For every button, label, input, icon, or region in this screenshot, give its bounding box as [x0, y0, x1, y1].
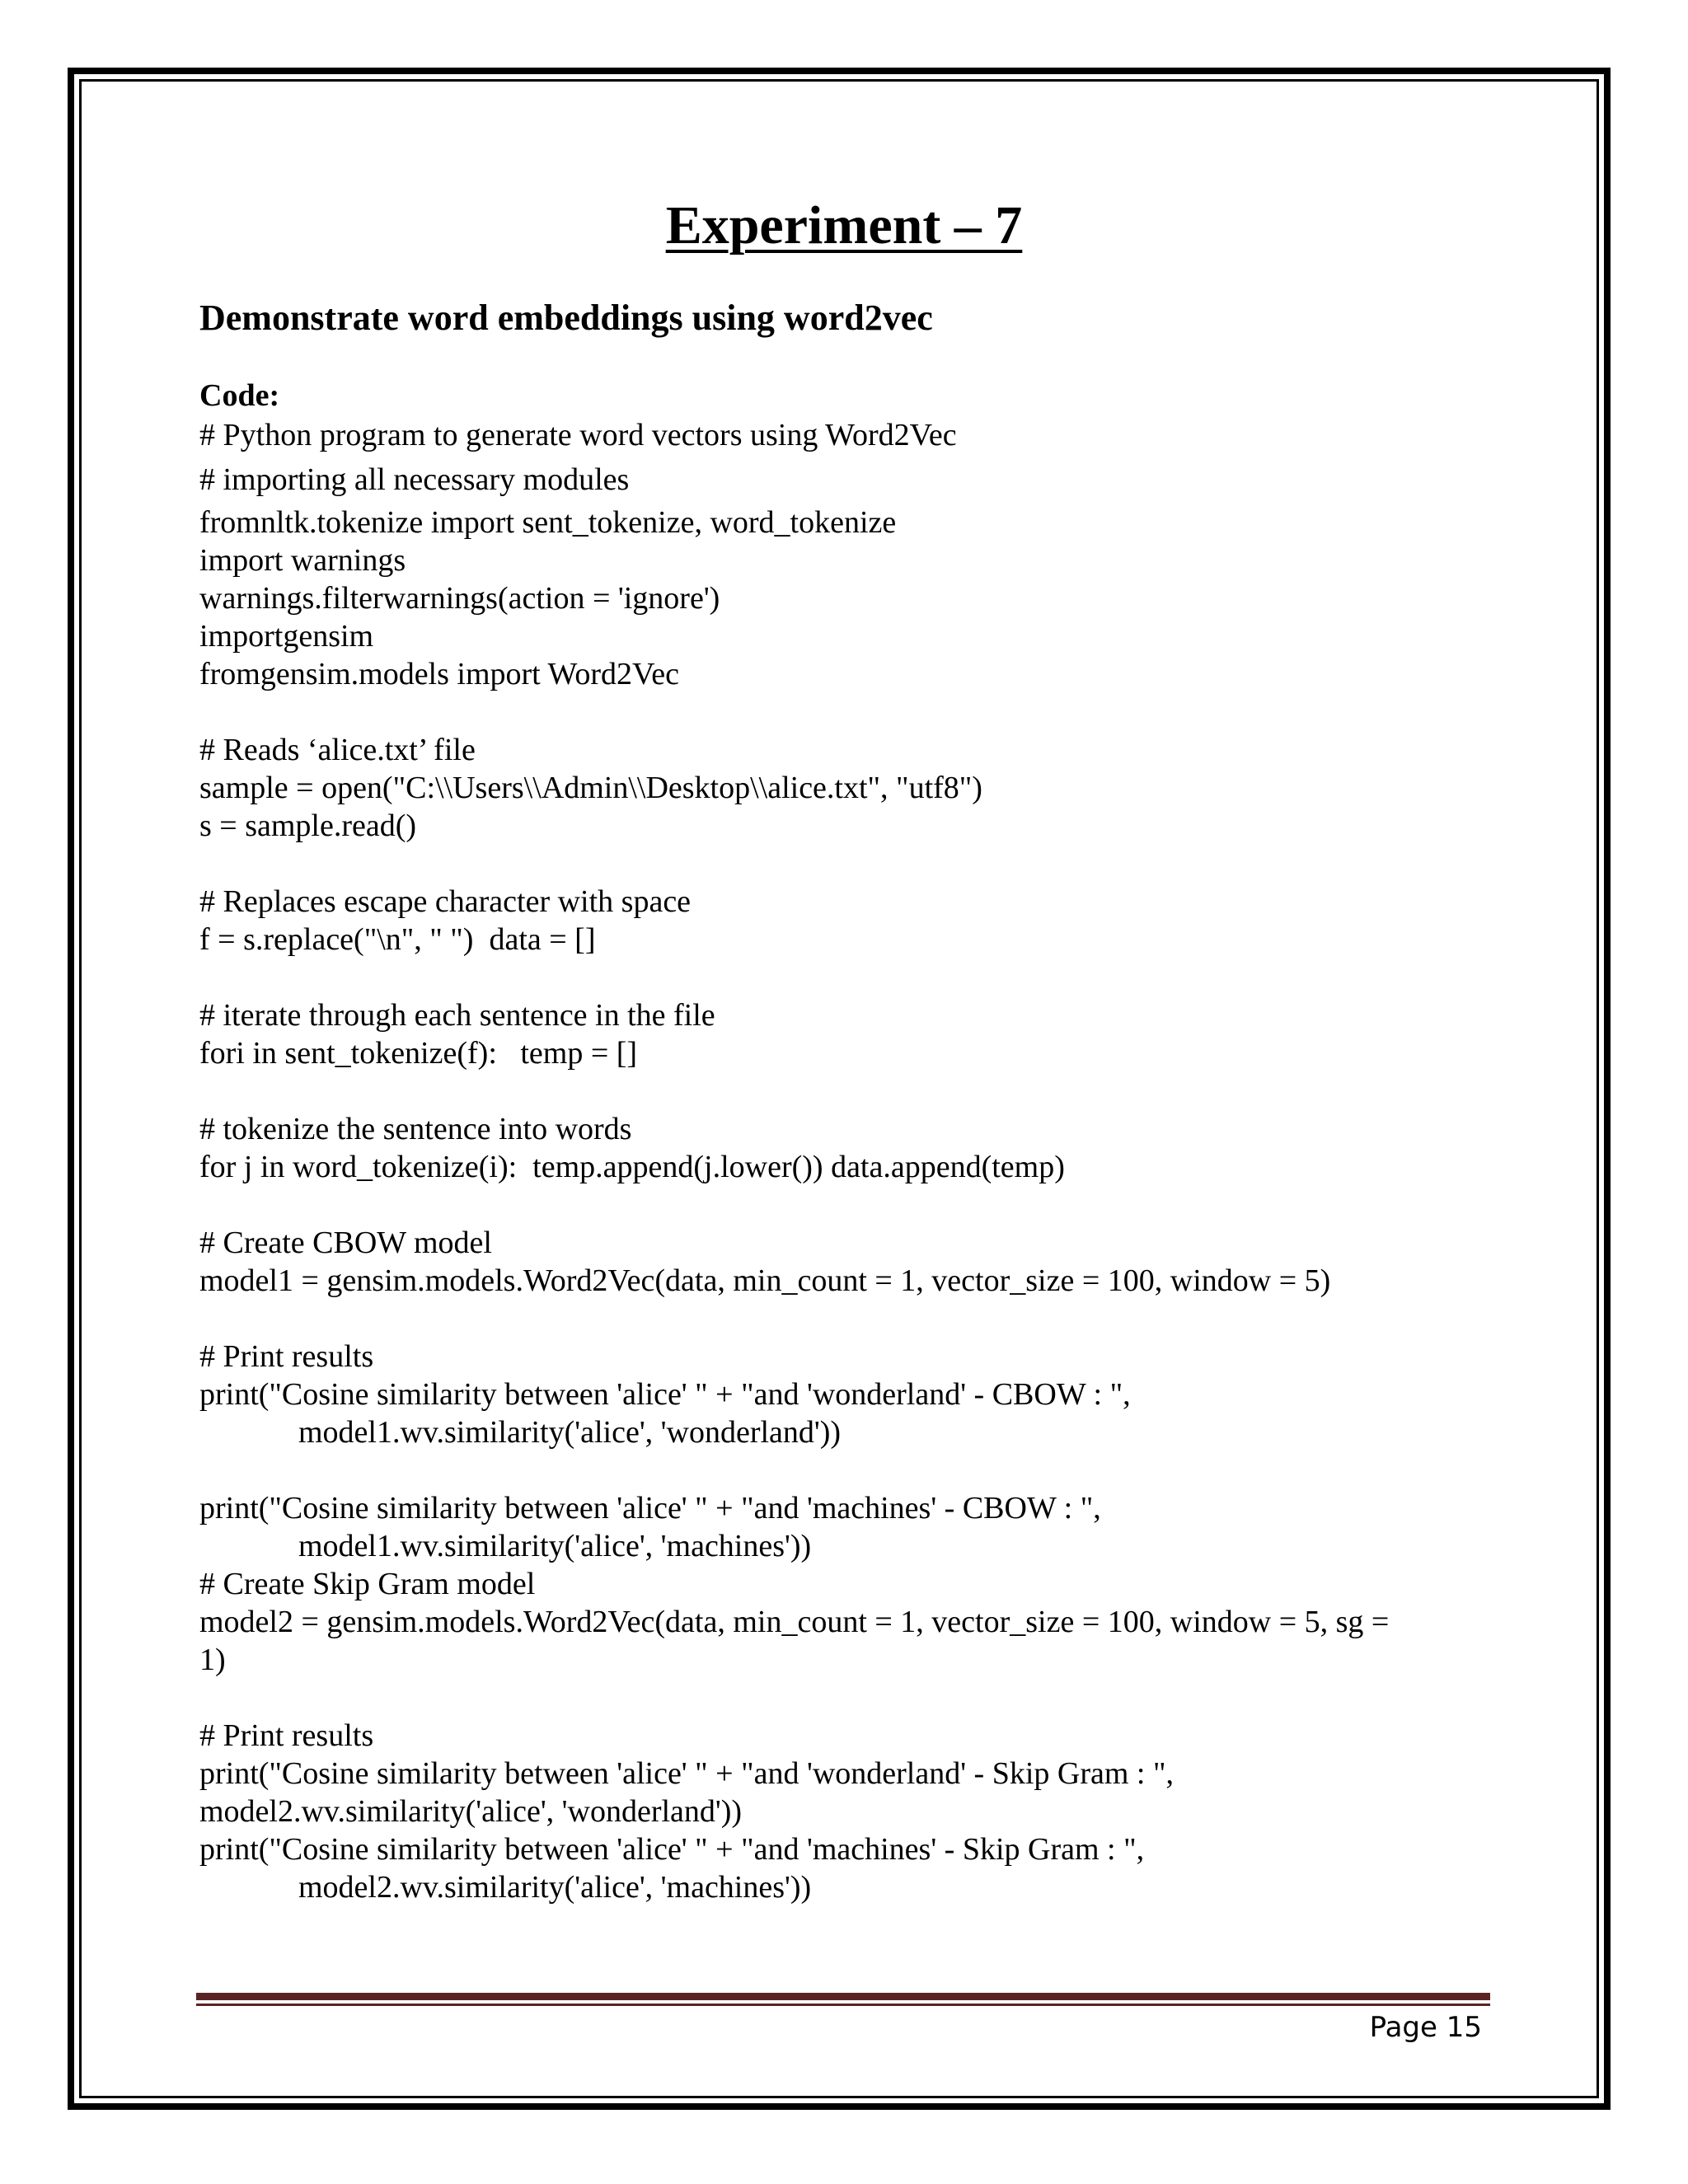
code-line: fromgensim.models import Word2Vec [199, 657, 679, 691]
experiment-title: Experiment – 7 [665, 195, 1023, 255]
code-line: # Create Skip Gram model [199, 1567, 536, 1601]
code-line: # Print results [199, 1718, 374, 1753]
code-line: model2 = gensim.models.Word2Vec(data, min_count = 1, vector_size = 100, window = 5, sg = [199, 1605, 1390, 1639]
code-line: fori in sent_tokenize(f): temp = [] [199, 1036, 638, 1071]
code-line: # iterate through each sentence in the file [199, 998, 715, 1033]
code-line: # tokenize the sentence into words [199, 1112, 632, 1146]
code-line: warnings.filterwarnings(action = 'ignore') [199, 581, 720, 616]
code-line: importgensim [199, 619, 374, 654]
experiment-aim: Demonstrate word embeddings using word2vec [199, 298, 933, 338]
code-line: # Python program to generate word vectors using Word2Vec [199, 418, 957, 452]
code-line: # Replaces escape character with space [199, 884, 692, 919]
code-line: # Reads ‘alice.txt’ file [199, 733, 476, 767]
code-line: model1.wv.similarity('alice', 'machines')) [298, 1529, 812, 1563]
code-line: # Print results [199, 1339, 374, 1374]
code-line: s = sample.read() [199, 808, 417, 843]
code-line: sample = open("C:\\Users\\Admin\\Desktop\\alice.txt", "utf8") [199, 771, 982, 805]
footer-divider-thin [196, 2004, 1490, 2006]
code-line: # Create CBOW model [199, 1226, 492, 1260]
footer-divider [196, 1993, 1490, 2000]
code-line: print("Cosine similarity between 'alice' " + "and 'machines' - CBOW : ", [199, 1491, 1101, 1526]
code-line: model1.wv.similarity('alice', 'wonderland')) [298, 1415, 842, 1450]
code-heading: Code: [199, 378, 280, 413]
code-line: print("Cosine similarity between 'alice' " + "and 'wonderland' - CBOW : ", [199, 1377, 1131, 1412]
code-line: for j in word_tokenize(i): temp.append(j.lower()) data.append(temp) [199, 1150, 1065, 1184]
code-line: model2.wv.similarity('alice', 'machines')) [298, 1870, 812, 1905]
code-line: print("Cosine similarity between 'alice' " + "and 'wonderland' - Skip Gram : ", [199, 1756, 1174, 1791]
code-line: f = s.replace("\n", " ") data = [] [199, 922, 596, 957]
code-line: model1 = gensim.models.Word2Vec(data, min_count = 1, vector_size = 100, window = 5) [199, 1263, 1331, 1298]
page-number: Page 15 [1369, 2011, 1482, 2044]
code-line: 1) [199, 1643, 226, 1677]
code-line: model2.wv.similarity('alice', 'wonderland')) [199, 1794, 743, 1829]
code-line: # importing all necessary modules [199, 462, 630, 497]
code-line: import warnings [199, 543, 406, 578]
code-line: fromnltk.tokenize import sent_tokenize, word_tokenize [199, 505, 897, 540]
code-line: print("Cosine similarity between 'alice' " + "and 'machines' - Skip Gram : ", [199, 1832, 1145, 1867]
